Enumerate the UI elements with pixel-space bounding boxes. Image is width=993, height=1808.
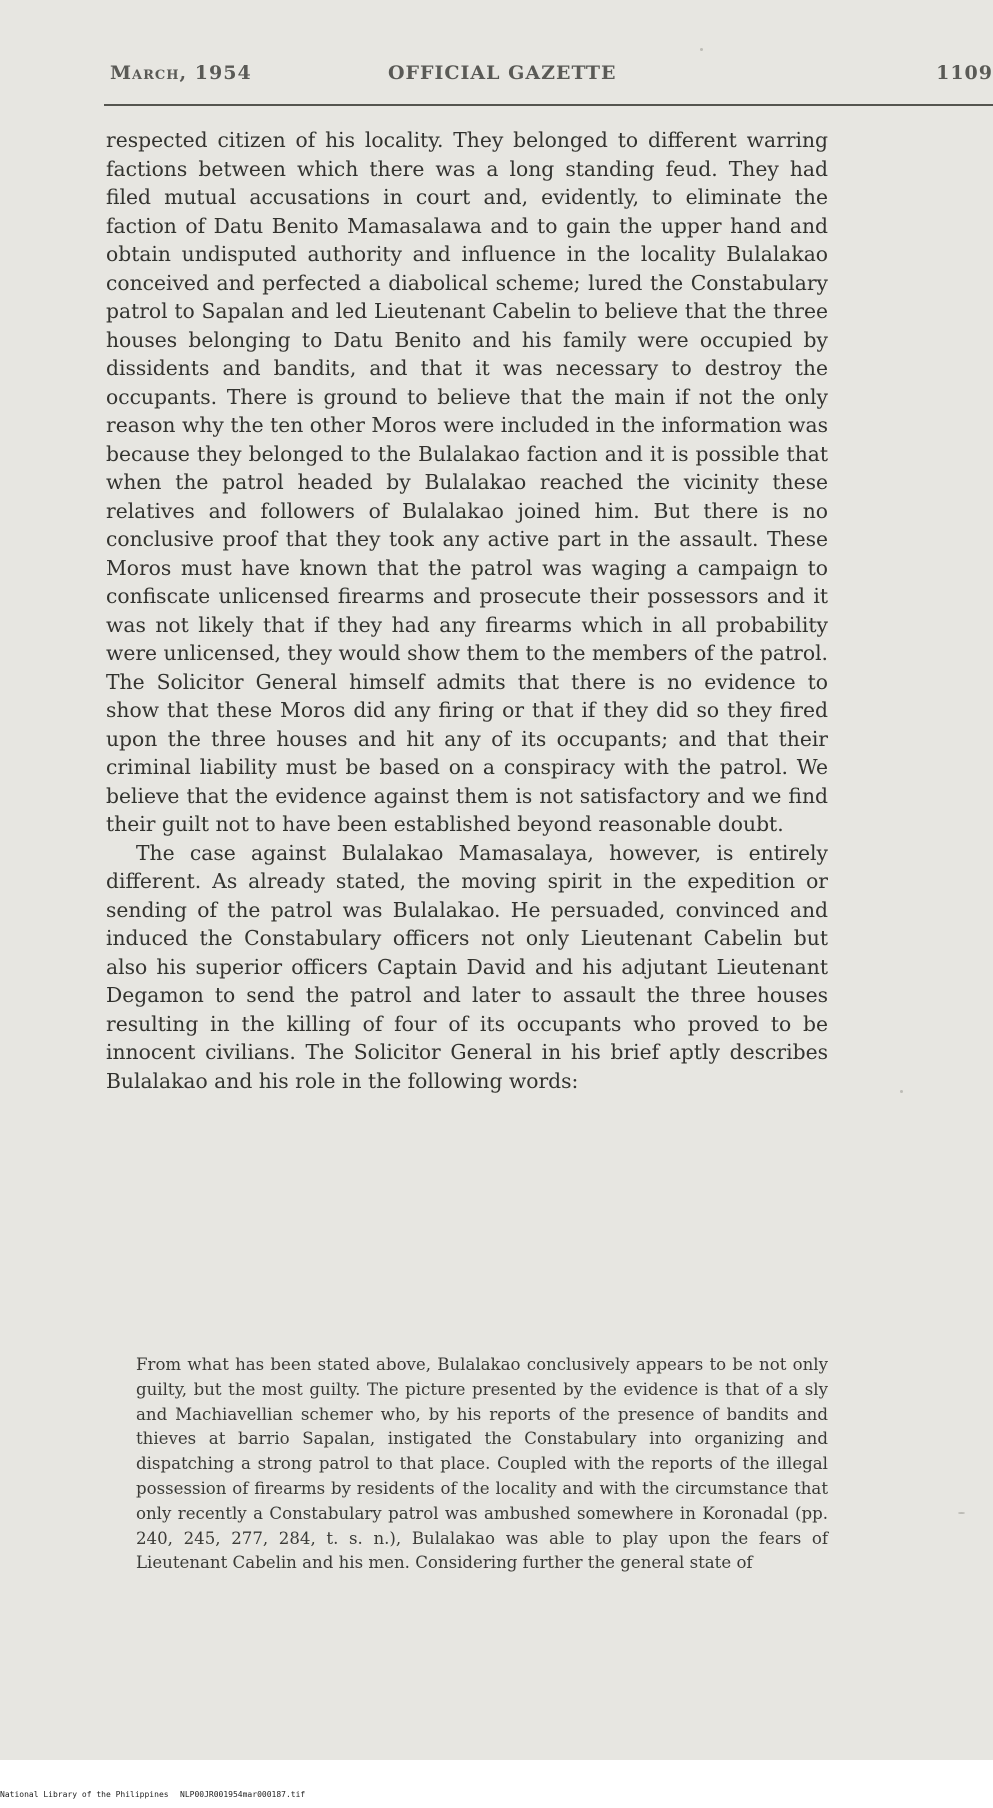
- scan-speck: [700, 48, 703, 51]
- running-header: [110, 62, 993, 92]
- header-page-number: 1109: [936, 62, 993, 84]
- main-text: [106, 126, 828, 1095]
- scan-speck: [900, 1090, 903, 1093]
- footer-library-name: National Library of the Philippines: [0, 1790, 169, 1799]
- header-rule: [104, 104, 993, 106]
- paragraph-continued: respected citizen of his locality. They belonged to different warring factions between which there was a long standing feud. They had filed mutual accusations in court and, evidently, to eliminate the faction of Datu Benito Mamasalawa and to gain the upper hand and obtain undisputed authority and influence in the locality Bulalakao conceived and perfected a diabolical scheme; lured the Constabulary patrol to Sapalan and led Lieutenant Cabelin to believe that the three houses belonging to Datu Benito and his family were occupied by dissidents and bandits, and that it was necessary to destroy the occupants. There is ground to believe that the main if not the only reason why the ten other Moros were included in the information was because they belonged to the Bulalakao faction and it is possible that when the patrol headed by Bulalakao reached the vicinity these relatives and followers of Bulalakao joined him. But there is no conclusive proof that they took any active part in the assault. These Moros must have known that the patrol was waging a campaign to confiscate unlicensed firearms and prosecute their possessors and it was not likely that if they had any firearms which in all probability were unlicensed, they would show them to the members of the patrol. The Solicitor General himself admits that there is no evidence to show that these Moros did any firing or that if they did so they fired upon the three houses and hit any of its occupants; and that their criminal liability must be based on a conspiracy with the patrol. We believe that the evidence against them is not satisfactory and we find their guilt not to have been established beyond reasonable doubt.: [106, 128, 828, 836]
- block-quote: [136, 1353, 828, 1576]
- block-quote-text: From what has been stated above, Bulalakao conclusively appears to be not only guilty, but the most guilty. The picture presented by the evidence is that of a sly and Machiavellian schemer who, by his reports of the presence of bandits and thieves at barrio Sapalan, instigated the Constabulary into organizing and dispatching a strong patrol to that place. Coupled with the reports of the illegal possession of firearms by residents of the locality and with the circumstance that only recently a Constabulary patrol was ambushed somewhere in Koronadal (pp. 240, 245, 277, 284, t. s. n.), Bulalakao was able to play upon the fears of Lieutenant Cabelin and his men. Considering further the general state of: [136, 1355, 828, 1573]
- paragraph-bulalakao-case: The case against Bulalakao Mamasalaya, however, is entirely different. As already stated, the moving spirit in the expedition or sending of the patrol was Bulalakao. He persuaded, convinced and induced the Constabulary officers not only Lieutenant Cabelin but also his superior officers Captain David and his adjutant Lieutenant Degamon to send the patrol and later to assault the three houses resulting in the killing of four of its occupants who proved to be innocent civilians. The Solicitor General in his brief aptly describes Bulalakao and his role in the following words:: [106, 840, 828, 1093]
- header-publication-title: OFFICIAL GAZETTE: [388, 62, 617, 84]
- footer-file-name: NLP00JR001954mar000187.tif: [180, 1790, 306, 1799]
- header-date: March, 1954: [110, 62, 252, 84]
- scan-footer: [0, 1790, 993, 1804]
- scan-speck: [958, 1512, 965, 1514]
